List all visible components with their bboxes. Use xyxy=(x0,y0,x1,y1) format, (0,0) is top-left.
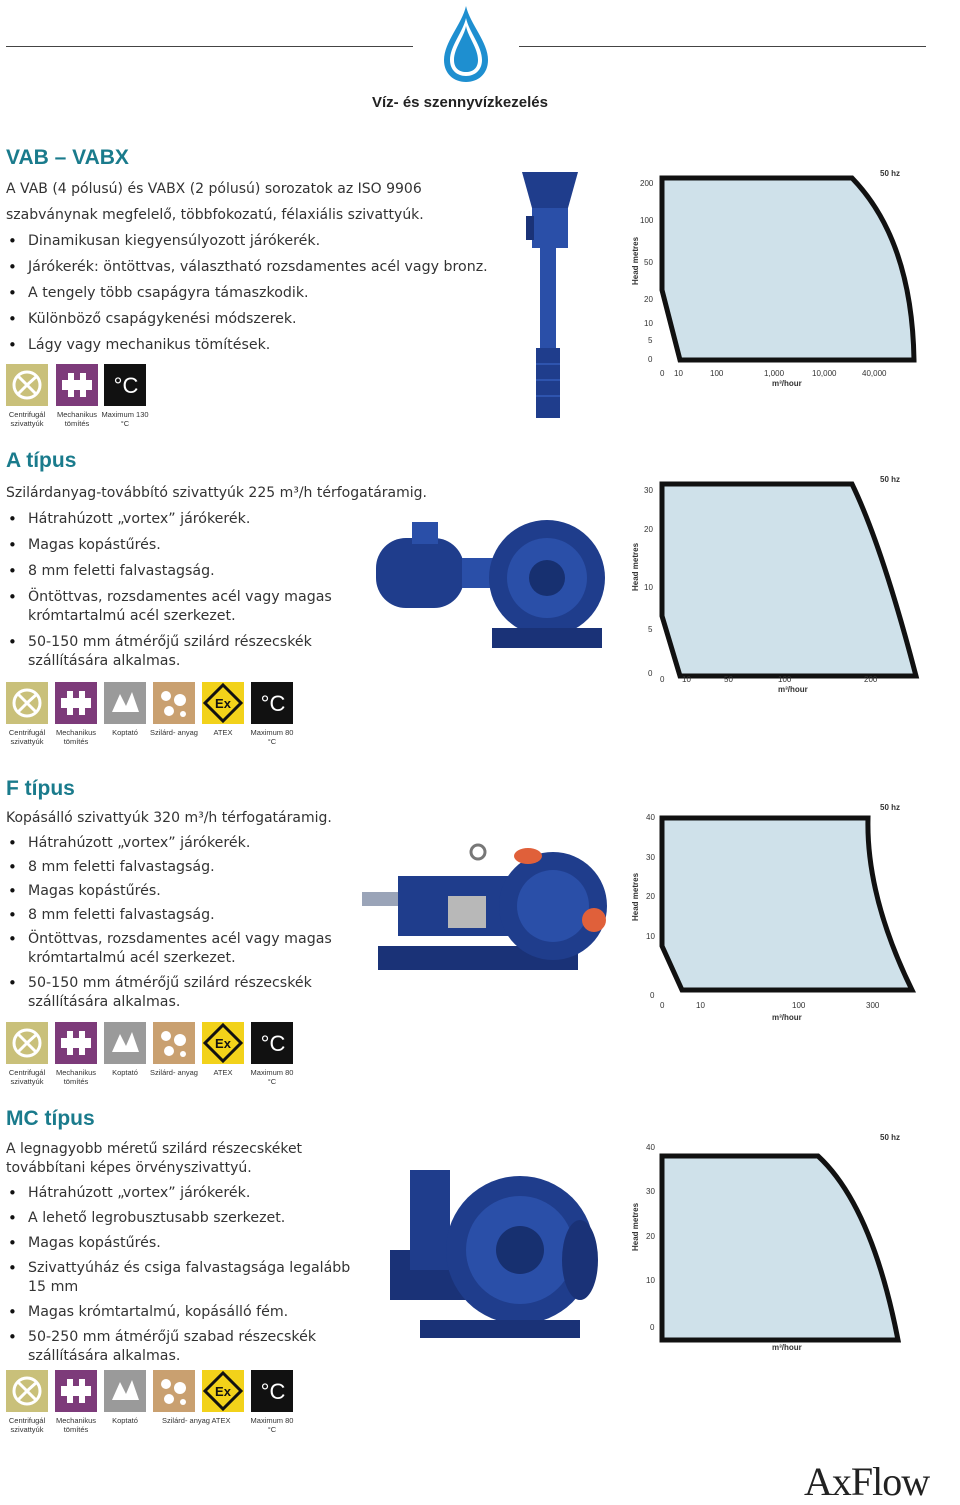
chart-xtick: 200 xyxy=(864,675,878,684)
icon-label-max80: Maximum 80 °C xyxy=(250,1416,294,1434)
mechanical-seal-icon xyxy=(55,682,97,724)
chart-ylabel: Head metres xyxy=(631,236,640,285)
atex-icon xyxy=(202,1370,244,1412)
chart-ytick: 30 xyxy=(646,1187,655,1196)
icon-label-mechanical: Mechanikus tömítés xyxy=(55,728,97,746)
svg-text:°C: °C xyxy=(260,691,286,716)
chart-xlabel: m³/hour xyxy=(772,379,802,388)
icon-label-mechanical: Mechanikus tömítés xyxy=(55,1068,97,1086)
list-item: • Magas kopástűrés. xyxy=(6,1234,356,1253)
icon-label-max130: Maximum 130 °C xyxy=(101,410,149,428)
icon-label-abrasive: Koptató xyxy=(112,1068,138,1077)
performance-chart-mc xyxy=(622,1126,922,1356)
icon-label-solids: Szilárd- anyag xyxy=(162,1416,210,1425)
list-item: • Hátrahúzott „vortex” járókerék. xyxy=(6,1184,356,1203)
chart-ytick: 0 xyxy=(650,991,655,1000)
chart-envelope xyxy=(662,818,912,990)
svg-text:Ex: Ex xyxy=(215,1384,231,1399)
icon-label-centrifugal: Centrifugál szivattyúk xyxy=(8,1068,46,1086)
max-temperature-icon xyxy=(251,1022,293,1064)
chart-ylabel: Head metres xyxy=(631,1202,640,1251)
chart-ytick: 20 xyxy=(646,892,655,901)
list-item: • 50-250 mm átmérőjű szabad részecskék szállítására alkalmas. xyxy=(6,1328,356,1366)
bullet-list-a xyxy=(6,510,346,671)
icon-label-abrasive: Koptató xyxy=(112,1416,138,1425)
chart-xtick: 40,000 xyxy=(862,369,887,378)
svg-text:Ex: Ex xyxy=(215,1036,231,1051)
bullet-list-mc xyxy=(6,1184,356,1366)
chart-freq-label: 50 hz xyxy=(880,475,901,484)
list-item: • Lágy vagy mechanikus tömítések. xyxy=(6,336,488,355)
chart-ytick: 10 xyxy=(646,1276,655,1285)
chart-ytick: 30 xyxy=(646,853,655,862)
max-temperature-icon xyxy=(251,1370,293,1412)
axflow-logo: AxFlow xyxy=(804,1459,930,1504)
chart-ylabel: Head metres xyxy=(631,542,640,591)
solids-icon xyxy=(153,1370,195,1412)
chart-envelope xyxy=(662,178,914,360)
water-drop-icon xyxy=(440,4,492,84)
section-title-f: F típus xyxy=(6,777,75,800)
chart-ytick: 10 xyxy=(644,583,653,592)
section-title-vab: VAB – VABX xyxy=(6,146,129,169)
icon-label-max80: Maximum 80 °C xyxy=(250,1068,294,1086)
list-item: • Magas kopástűrés. xyxy=(6,882,346,901)
chart-xtick: 10 xyxy=(674,369,683,378)
chart-ytick: 5 xyxy=(648,625,653,634)
icon-label-atex: ATEX xyxy=(213,728,233,737)
list-item: • Magas kopástűrés. xyxy=(6,536,346,555)
chart-xtick: 10,000 xyxy=(812,369,837,378)
list-item: • Szivattyúház és csiga falvastagsága legalább 15 mm xyxy=(6,1259,356,1297)
mechanical-seal-icon xyxy=(55,1022,97,1064)
chart-xtick: 1,000 xyxy=(764,369,785,378)
chart-ytick: 10 xyxy=(644,319,653,328)
section-intro-vab: A VAB (4 pólusú) és VABX (2 pólusú) sorozatok az ISO 9906 szabványnak megfelelő, többfokozatú, félaxiális szivattyúk. xyxy=(6,181,424,223)
abrasive-icon xyxy=(104,682,146,724)
icon-label-centrifugal: Centrifugál szivattyúk xyxy=(8,728,46,746)
bullet-list-vab xyxy=(6,232,488,355)
chart-xlabel: m³/hour xyxy=(772,1013,802,1022)
list-item: • Öntöttvas, rozsdamentes acél vagy magas krómtartalmú acél szerkezet. xyxy=(6,588,346,626)
icon-label-mechanical: Mechanikus tömítés xyxy=(55,1416,97,1434)
icon-label-centrifugal: Centrifugál szivattyúk xyxy=(8,410,46,428)
chart-envelope xyxy=(662,484,916,676)
chart-xlabel: m³/hour xyxy=(778,685,808,694)
section-intro-a: Szilárdanyag-továbbító szivattyúk 225 m³/h térfogatáramig. xyxy=(6,485,427,501)
chart-ytick: 0 xyxy=(648,355,653,364)
abrasive-icon xyxy=(104,1370,146,1412)
atex-icon xyxy=(202,682,244,724)
chart-ytick: 100 xyxy=(640,216,654,225)
abrasive-icon xyxy=(104,1022,146,1064)
header-rule-left xyxy=(6,46,413,47)
list-item: • Hátrahúzott „vortex” járókerék. xyxy=(6,510,346,529)
solids-icon xyxy=(153,1022,195,1064)
chart-xtick: 50 xyxy=(724,675,733,684)
page-title: Víz- és szennyvízkezelés xyxy=(372,94,548,111)
chart-ytick: 200 xyxy=(640,179,654,188)
list-item: • 50-150 mm átmérőjű szilárd részecskék szállítására alkalmas. xyxy=(6,974,346,1012)
chart-xtick: 10 xyxy=(696,1001,705,1010)
list-item: • Dinamikusan kiegyensúlyozott járókerék. xyxy=(6,232,488,251)
list-item: • 50-150 mm átmérőjű szilárd részecskék szállítására alkalmas. xyxy=(6,633,346,671)
chart-xtick: 100 xyxy=(792,1001,806,1010)
icon-label-mechanical: Mechanikus tömítés xyxy=(56,410,98,428)
chart-ytick: 5 xyxy=(648,336,653,345)
performance-chart-vab xyxy=(622,160,922,390)
bullet-list-f xyxy=(6,834,346,1012)
mechanical-seal-icon xyxy=(56,364,98,406)
chart-xtick: 300 xyxy=(866,1001,880,1010)
centrifugal-pump-icon xyxy=(6,1370,48,1412)
section-title-mc: MC típus xyxy=(6,1107,95,1130)
header-rule-right xyxy=(519,46,926,47)
section-intro-f: Kopásálló szivattyúk 320 m³/h térfogatáramig. xyxy=(6,810,332,826)
chart-ytick: 40 xyxy=(646,813,655,822)
chart-ytick: 50 xyxy=(644,258,653,267)
performance-chart-f xyxy=(622,796,922,1026)
icon-label-max80: Maximum 80 °C xyxy=(250,728,294,746)
centrifugal-pump-icon xyxy=(6,682,48,724)
list-item: • Járókerék: öntöttvas, választható rozsdamentes acél vagy bronz. xyxy=(6,258,488,277)
atex-icon xyxy=(202,1022,244,1064)
chart-freq-label: 50 hz xyxy=(880,803,901,812)
list-item: • 8 mm feletti falvastagság. xyxy=(6,906,346,925)
icon-label-abrasive: Koptató xyxy=(112,728,138,737)
list-item: • 8 mm feletti falvastagság. xyxy=(6,858,346,877)
chart-xtick: 0 xyxy=(660,1001,665,1010)
icon-label-atex: ATEX xyxy=(211,1416,231,1425)
chart-xlabel: m³/hour xyxy=(772,1343,802,1352)
solids-icon xyxy=(153,682,195,724)
chart-ytick: 0 xyxy=(650,1323,655,1332)
mc-type-pump-image xyxy=(380,1150,608,1346)
list-item: • Magas krómtartalmú, kopásálló fém. xyxy=(6,1303,356,1322)
chart-xtick: 0 xyxy=(660,675,665,684)
svg-text:°C: °C xyxy=(260,1379,286,1404)
chart-ytick: 20 xyxy=(644,295,653,304)
icon-label-centrifugal: Centrifugál szivattyúk xyxy=(8,1416,46,1434)
chart-envelope xyxy=(662,1156,898,1340)
svg-text:°C: °C xyxy=(113,373,139,398)
f-type-pump-image xyxy=(358,836,612,992)
icon-label-solids: Szilárd- anyag xyxy=(150,728,198,737)
svg-text:°C: °C xyxy=(260,1031,286,1056)
chart-xtick: 0 xyxy=(660,369,665,378)
centrifugal-pump-icon xyxy=(6,364,48,406)
max-temperature-icon xyxy=(251,682,293,724)
section-intro-mc: A legnagyobb méretű szilárd részecskéket továbbítani képes örvényszivattyú. xyxy=(6,1141,303,1176)
list-item: • Különböző csapágykenési módszerek. xyxy=(6,310,488,329)
chart-xtick: 100 xyxy=(778,675,792,684)
chart-ytick: 20 xyxy=(646,1232,655,1241)
max-temperature-icon xyxy=(104,364,146,406)
chart-ytick: 20 xyxy=(644,525,653,534)
chart-ytick: 0 xyxy=(648,669,653,678)
chart-xtick: 10 xyxy=(682,675,691,684)
chart-ylabel: Head metres xyxy=(631,872,640,921)
list-item: • Öntöttvas, rozsdamentes acél vagy magas krómtartalmú acél szerkezet. xyxy=(6,930,346,968)
section-title-a: A típus xyxy=(6,449,77,472)
chart-xtick: 100 xyxy=(710,369,724,378)
vab-pump-image xyxy=(510,168,590,426)
centrifugal-pump-icon xyxy=(6,1022,48,1064)
list-item: • A lehető legrobusztusabb szerkezet. xyxy=(6,1209,356,1228)
chart-ytick: 30 xyxy=(644,486,653,495)
mechanical-seal-icon xyxy=(55,1370,97,1412)
list-item: • 8 mm feletti falvastagság. xyxy=(6,562,346,581)
list-item: • Hátrahúzott „vortex” járókerék. xyxy=(6,834,346,853)
chart-freq-label: 50 hz xyxy=(880,169,901,178)
a-type-pump-image xyxy=(372,508,612,668)
svg-text:Ex: Ex xyxy=(215,696,231,711)
chart-ytick: 40 xyxy=(646,1143,655,1152)
icon-label-atex: ATEX xyxy=(213,1068,233,1077)
chart-ytick: 10 xyxy=(646,932,655,941)
performance-chart-a xyxy=(622,466,922,696)
list-item: • A tengely több csapágyra támaszkodik. xyxy=(6,284,488,303)
icon-label-solids: Szilárd- anyag xyxy=(150,1068,198,1077)
chart-freq-label: 50 hz xyxy=(880,1133,901,1142)
